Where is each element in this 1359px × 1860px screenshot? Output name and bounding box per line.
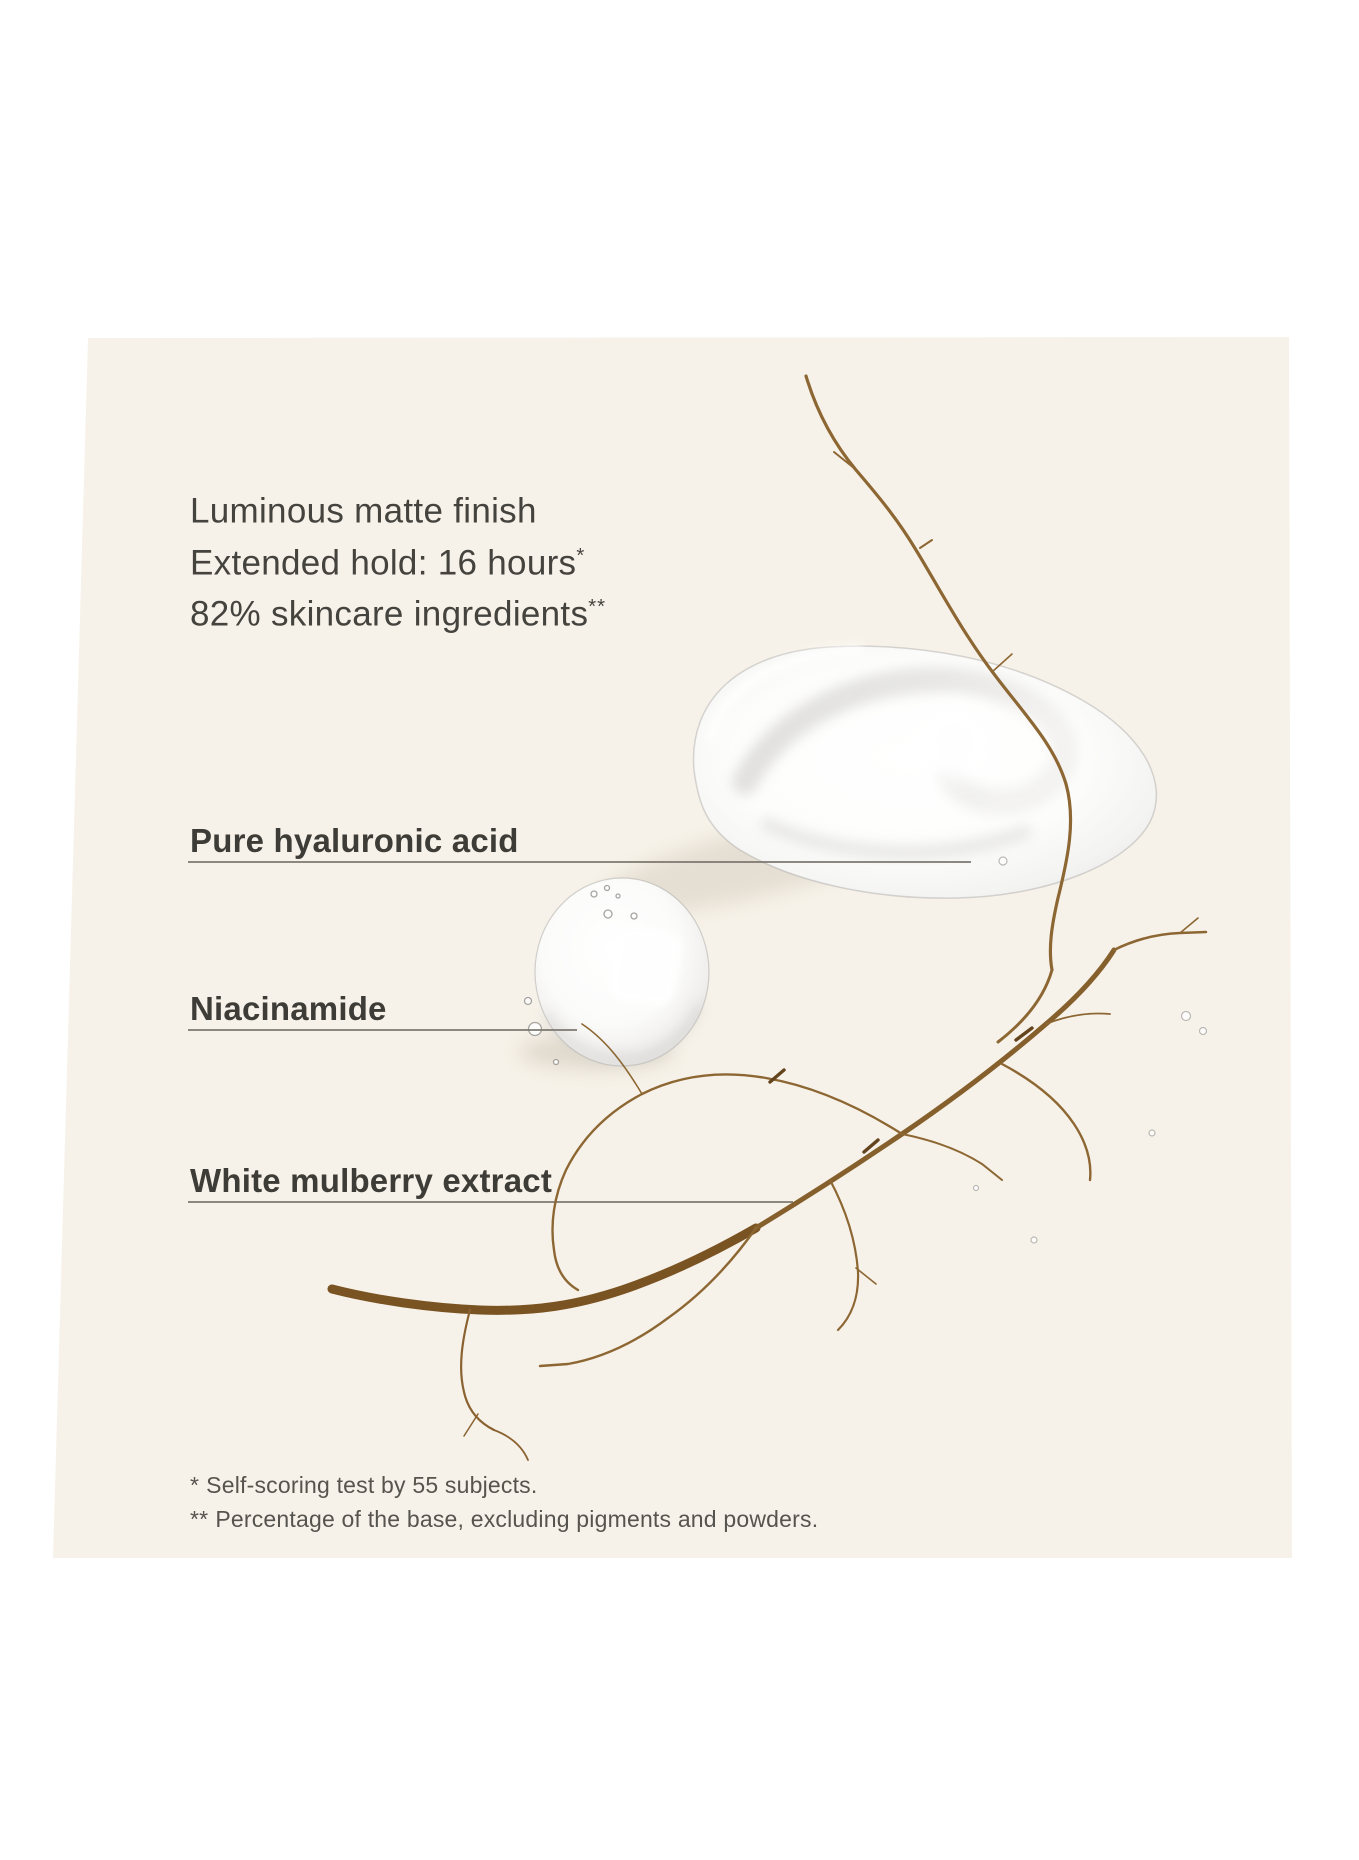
footnote-marker: * bbox=[576, 544, 586, 567]
claim-finish: Luminous matte finish bbox=[190, 491, 537, 531]
ingredient-label-white-mulberry: White mulberry extract bbox=[190, 1162, 553, 1199]
footnote-marker: ** bbox=[588, 596, 607, 619]
footnote-self-scoring: * Self-scoring test by 55 subjects. bbox=[190, 1472, 538, 1498]
product-claims bbox=[190, 482, 606, 637]
footnote-marker: ** bbox=[190, 1506, 209, 1532]
footnote-marker: * bbox=[190, 1472, 200, 1498]
ingredient-label-niacinamide: Niacinamide bbox=[190, 990, 387, 1027]
claim-skincare: 82% skincare ingredients** bbox=[190, 594, 607, 634]
footnotes bbox=[190, 1468, 818, 1536]
claim-hold: Extended hold: 16 hours* bbox=[190, 543, 586, 583]
footnote-percentage: ** Percentage of the base, excluding pigments and powders. bbox=[190, 1506, 819, 1532]
ingredient-label-hyaluronic-acid: Pure hyaluronic acid bbox=[190, 822, 519, 859]
